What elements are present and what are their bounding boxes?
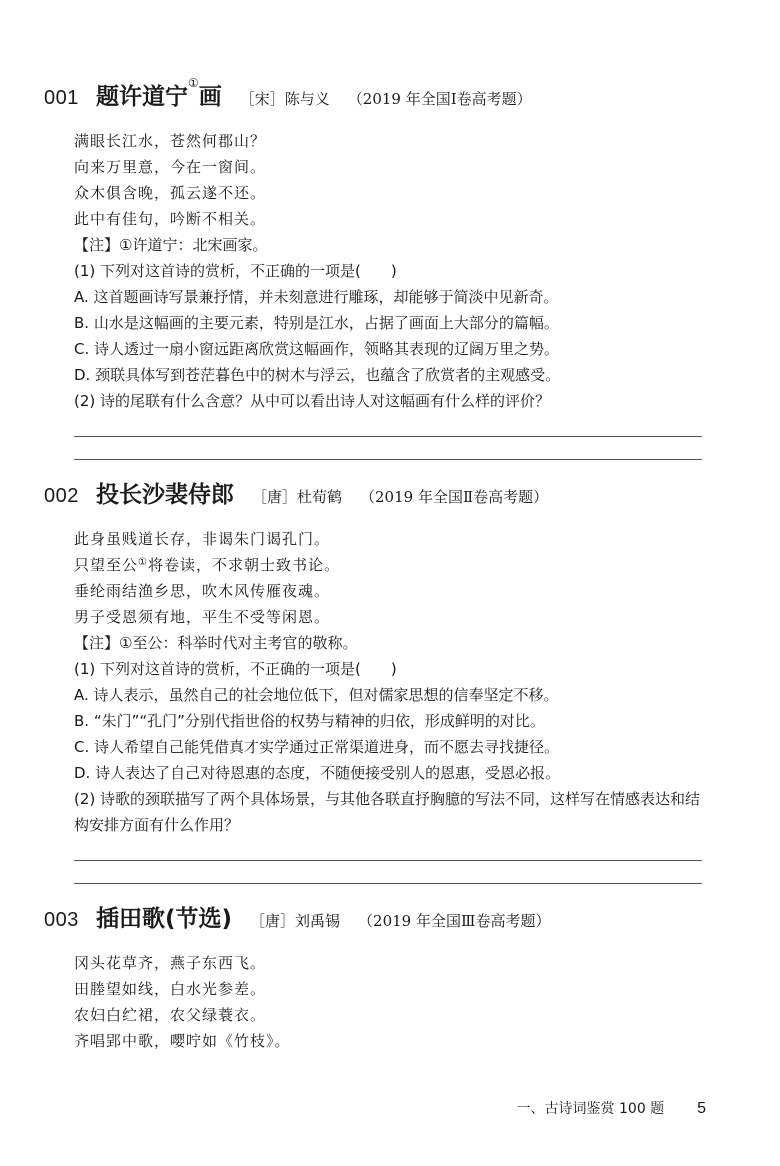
poem-line-part: 只望至公 — [74, 556, 139, 574]
questions — [44, 232, 704, 414]
poem-line: 向来万里意，今在一窗间。 — [74, 158, 267, 176]
chapter-label: 一、古诗词鉴赏 100 题 — [516, 1101, 665, 1117]
poem-line: 满眼长江水，苍然何郡山？ — [74, 132, 267, 150]
question-number: 003 — [44, 909, 79, 931]
section-header — [44, 78, 704, 110]
option-a: A. 这首题画诗写景兼抒情，并未刻意进行雕琢，却能够于简淡中见新奇。 — [74, 288, 559, 306]
answer-line[interactable] — [74, 838, 702, 861]
exam-source: （2019 年全国Ⅲ卷高考题） — [358, 912, 551, 930]
poem-title-text: 题许道宁 — [96, 84, 188, 110]
option-a: A. 诗人表示，虽然自己的社会地位低下，但对儒家思想的信奉坚定不移。 — [74, 686, 559, 704]
poem-line: 垂纶雨结渔乡思，吹木风传雁夜魂。 — [74, 582, 331, 600]
poem-line: 此身虽贱道长存，非谒朱门谒孔门。 — [74, 530, 331, 548]
answer-line[interactable] — [74, 437, 702, 460]
poem-text — [44, 950, 704, 1054]
question-1: (1) 下列对这首诗的赏析，不正确的一项是( ) — [74, 660, 397, 678]
footnote-marker: ① — [138, 557, 148, 568]
poem-line-part: 将卷读，不求朝士致书论。 — [147, 556, 340, 574]
poem-line — [74, 552, 704, 578]
option-d: D. 诗人表达了自己对待恩惠的态度，不随便接受别人的恩惠，受恩必报。 — [74, 764, 561, 782]
option-c: C. 诗人希望自己能凭借真才实学通过正常渠道进身，而不愿去寻找捷径。 — [74, 738, 560, 756]
poem-title: 投长沙裴侍郎 — [96, 482, 234, 508]
question-2: (2) 诗歌的颈联描写了两个具体场景，与其他各联直抒胸臆的写法不同，这样写在情感表达和结构安排方面有什么作用？ — [74, 790, 701, 834]
poem-text — [44, 526, 704, 630]
poem-line: 农妇白纻裙，农父绿蓑衣。 — [74, 1006, 267, 1024]
poem-author: ［唐］刘禹锡 — [250, 912, 341, 930]
poem-line: 此中有佳句，吟断不相关。 — [74, 210, 267, 228]
poem-author: ［唐］杜荀鹤 — [252, 488, 343, 506]
running-footer — [517, 1098, 706, 1118]
question-003 — [44, 900, 704, 1054]
poem-line: 冈头花草齐，燕子东西飞。 — [74, 954, 267, 972]
answer-line[interactable] — [74, 861, 702, 884]
option-d: D. 颈联具体写到苍茫暮色中的树木与浮云，也蕴含了欣赏者的主观感受。 — [74, 366, 561, 384]
exam-source: （2019 年全国Ⅰ卷高考题） — [347, 90, 532, 108]
question-1: (1) 下列对这首诗的赏析，不正确的一项是( ) — [74, 262, 397, 280]
poem-author: ［宋］陈与义 — [239, 90, 330, 108]
question-2: (2) 诗的尾联有什么含意？从中可以看出诗人对这幅画有什么样的评价？ — [74, 392, 551, 410]
question-number: 001 — [44, 87, 79, 109]
option-b: B. “朱门”“孔门”分别代指世俗的权势与精神的归依，形成鲜明的对比。 — [74, 712, 545, 730]
annotation-note: 【注】①至公：科举时代对主考官的敬称。 — [74, 634, 358, 652]
poem-title: 插田歌(节选) — [96, 906, 233, 932]
question-001 — [44, 78, 704, 460]
option-b: B. 山水是这幅画的主要元素，特别是江水，占据了画面上大部分的篇幅。 — [74, 314, 559, 332]
question-number: 002 — [44, 485, 79, 507]
poem-text — [44, 128, 704, 232]
poem-title — [96, 78, 222, 111]
poem-line: 男子受恩须有地，平生不受等闲恩。 — [74, 608, 331, 626]
answer-line[interactable] — [74, 414, 702, 437]
poem-title-suffix: 画 — [198, 84, 222, 110]
annotation-note: 【注】①许道宁：北宋画家。 — [74, 236, 268, 254]
question-002 — [44, 476, 704, 884]
footnote-marker: ① — [188, 76, 199, 90]
exam-source: （2019 年全国Ⅱ卷高考题） — [360, 488, 549, 506]
poem-line: 齐唱郢中歌，嘤咛如《竹枝》。 — [74, 1032, 291, 1050]
questions — [44, 630, 704, 838]
section-header — [44, 900, 704, 932]
poem-line: 田塍望如线，白水光参差。 — [74, 980, 267, 998]
page-number: 5 — [697, 1100, 706, 1117]
option-c: C. 诗人透过一扇小窗远距离欣赏这幅画作，领略其表现的辽阔万里之势。 — [74, 340, 560, 358]
poem-line: 众木俱含晚，孤云遂不还。 — [74, 184, 267, 202]
section-header — [44, 476, 704, 508]
